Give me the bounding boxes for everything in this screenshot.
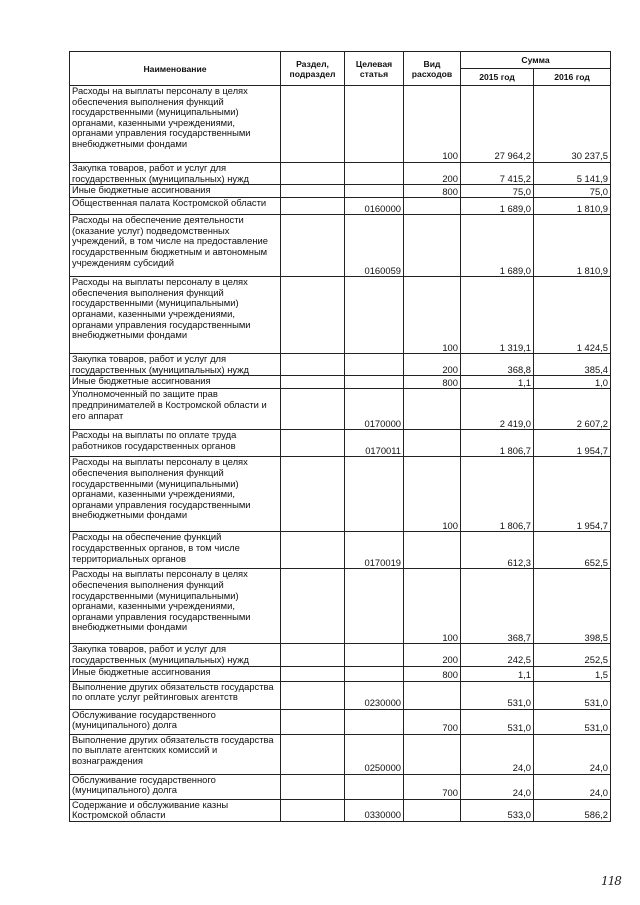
row-2015-cell: 1,1 bbox=[461, 376, 534, 389]
row-2015-cell: 1 319,1 bbox=[461, 277, 534, 354]
row-section-cell bbox=[281, 666, 345, 681]
row-section-cell bbox=[281, 198, 345, 215]
row-kind-cell bbox=[404, 215, 461, 277]
row-2015-cell: 1,1 bbox=[461, 666, 534, 681]
row-2016-cell: 75,0 bbox=[534, 185, 611, 198]
table-row bbox=[70, 569, 611, 644]
header-name: Наименование bbox=[70, 52, 281, 86]
row-2015-cell: 1 806,7 bbox=[461, 457, 534, 532]
row-2016-cell: 586,2 bbox=[534, 799, 611, 821]
row-name-cell: Выполнение других обязательств государства по оплате услуг рейтинговых агентств bbox=[70, 681, 281, 709]
row-2016-cell: 1 954,7 bbox=[534, 457, 611, 532]
row-kind-cell: 800 bbox=[404, 376, 461, 389]
row-target-cell: 0230000 bbox=[345, 681, 404, 709]
row-target-cell bbox=[345, 644, 404, 666]
row-target-cell bbox=[345, 666, 404, 681]
row-section-cell bbox=[281, 734, 345, 774]
row-2015-cell: 531,0 bbox=[461, 709, 534, 734]
row-2016-cell: 531,0 bbox=[534, 709, 611, 734]
table-row bbox=[70, 799, 611, 821]
row-2016-cell: 252,5 bbox=[534, 644, 611, 666]
row-kind-cell bbox=[404, 799, 461, 821]
row-kind-cell bbox=[404, 532, 461, 569]
row-2016-cell: 385,4 bbox=[534, 354, 611, 376]
row-section-cell bbox=[281, 774, 345, 799]
row-2015-cell: 1 689,0 bbox=[461, 198, 534, 215]
row-2016-cell: 1 954,7 bbox=[534, 430, 611, 457]
row-target-cell bbox=[345, 354, 404, 376]
row-2016-cell: 1 810,9 bbox=[534, 215, 611, 277]
row-section-cell bbox=[281, 644, 345, 666]
row-target-cell: 0170019 bbox=[345, 532, 404, 569]
table-row bbox=[70, 277, 611, 354]
row-target-cell bbox=[345, 709, 404, 734]
row-section-cell bbox=[281, 389, 345, 430]
row-2016-cell: 398,5 bbox=[534, 569, 611, 644]
row-name-cell: Расходы на выплаты персоналу в целях обеспечения выполнения функций государственными (муниципальными) органами, казенными учреждениями, органами управления государственными внебюджетными фондами bbox=[70, 86, 281, 163]
row-2015-cell: 368,7 bbox=[461, 569, 534, 644]
table-row bbox=[70, 185, 611, 198]
row-target-cell: 0250000 bbox=[345, 734, 404, 774]
row-kind-cell: 100 bbox=[404, 86, 461, 163]
row-2016-cell: 24,0 bbox=[534, 734, 611, 774]
row-name-cell: Иные бюджетные ассигнования bbox=[70, 376, 281, 389]
table-row bbox=[70, 666, 611, 681]
row-target-cell bbox=[345, 376, 404, 389]
row-2016-cell: 1 810,9 bbox=[534, 198, 611, 215]
row-section-cell bbox=[281, 376, 345, 389]
row-2016-cell: 5 141,9 bbox=[534, 163, 611, 185]
row-target-cell bbox=[345, 277, 404, 354]
row-target-cell bbox=[345, 774, 404, 799]
row-section-cell bbox=[281, 569, 345, 644]
page-number-mark: 118 bbox=[601, 874, 621, 888]
row-kind-cell: 100 bbox=[404, 457, 461, 532]
row-name-cell: Закупка товаров, работ и услуг для государственных (муниципальных) нужд bbox=[70, 644, 281, 666]
row-section-cell bbox=[281, 457, 345, 532]
row-kind-cell: 700 bbox=[404, 709, 461, 734]
row-name-cell: Обслуживание государственного (муниципального) долга bbox=[70, 709, 281, 734]
row-kind-cell: 700 bbox=[404, 774, 461, 799]
row-2016-cell: 2 607,2 bbox=[534, 389, 611, 430]
row-section-cell bbox=[281, 532, 345, 569]
row-name-cell: Расходы на выплаты персоналу в целях обеспечения выполнения функций государственными (муниципальными) органами, казенными учреждениями, органами управления государственными внебюджетными фондами bbox=[70, 569, 281, 644]
row-section-cell bbox=[281, 681, 345, 709]
row-name-cell: Закупка товаров, работ и услуг для государственных (муниципальных) нужд bbox=[70, 163, 281, 185]
row-2016-cell: 652,5 bbox=[534, 532, 611, 569]
table-row bbox=[70, 198, 611, 215]
row-section-cell bbox=[281, 799, 345, 821]
row-section-cell bbox=[281, 215, 345, 277]
table-row bbox=[70, 734, 611, 774]
row-kind-cell bbox=[404, 734, 461, 774]
row-kind-cell: 800 bbox=[404, 185, 461, 198]
table-row bbox=[70, 532, 611, 569]
table-row bbox=[70, 215, 611, 277]
row-2016-cell: 531,0 bbox=[534, 681, 611, 709]
row-name-cell: Выполнение других обязательств государства по выплате агентских комиссий и вознаграждения bbox=[70, 734, 281, 774]
row-name-cell: Расходы на выплаты персоналу в целях обеспечения выполнения функций государственными (муниципальными) органами, казенными учреждениями, органами управления государственными внебюджетными фондами bbox=[70, 457, 281, 532]
row-kind-cell: 800 bbox=[404, 666, 461, 681]
header-sum: Сумма bbox=[461, 52, 611, 69]
row-2016-cell: 30 237,5 bbox=[534, 86, 611, 163]
row-kind-cell: 100 bbox=[404, 277, 461, 354]
row-target-cell: 0160059 bbox=[345, 215, 404, 277]
row-kind-cell bbox=[404, 681, 461, 709]
row-kind-cell: 200 bbox=[404, 354, 461, 376]
row-kind-cell: 200 bbox=[404, 644, 461, 666]
table-row bbox=[70, 709, 611, 734]
table-row bbox=[70, 376, 611, 389]
row-2016-cell: 1 424,5 bbox=[534, 277, 611, 354]
row-name-cell: Общественная палата Костромской области bbox=[70, 198, 281, 215]
row-target-cell bbox=[345, 163, 404, 185]
row-name-cell: Расходы на обеспечение функций государственных органов, в том числе территориальных органов bbox=[70, 532, 281, 569]
row-2015-cell: 27 964,2 bbox=[461, 86, 534, 163]
row-target-cell: 0170011 bbox=[345, 430, 404, 457]
row-target-cell bbox=[345, 457, 404, 532]
row-section-cell bbox=[281, 277, 345, 354]
header-kind: Вид расходов bbox=[404, 52, 461, 86]
row-2016-cell: 24,0 bbox=[534, 774, 611, 799]
row-section-cell bbox=[281, 163, 345, 185]
row-kind-cell bbox=[404, 389, 461, 430]
row-target-cell bbox=[345, 86, 404, 163]
row-2015-cell: 242,5 bbox=[461, 644, 534, 666]
row-name-cell: Расходы на выплаты по оплате труда работников государственных органов bbox=[70, 430, 281, 457]
row-target-cell: 0330000 bbox=[345, 799, 404, 821]
row-target-cell: 0160000 bbox=[345, 198, 404, 215]
table-body bbox=[70, 86, 611, 822]
row-kind-cell bbox=[404, 198, 461, 215]
table-row bbox=[70, 430, 611, 457]
table-row bbox=[70, 457, 611, 532]
row-section-cell bbox=[281, 709, 345, 734]
row-section-cell bbox=[281, 430, 345, 457]
row-2015-cell: 24,0 bbox=[461, 774, 534, 799]
row-2016-cell: 1,0 bbox=[534, 376, 611, 389]
table-row bbox=[70, 681, 611, 709]
row-2015-cell: 1 689,0 bbox=[461, 215, 534, 277]
row-name-cell: Расходы на обеспечение деятельности (оказание услуг) подведомственных учреждений, в том числе на предоставление государственным бюджетным и автономным учреждениям субсидий bbox=[70, 215, 281, 277]
row-name-cell: Уполномоченный по защите прав предпринимателей в Костромской области и его аппарат bbox=[70, 389, 281, 430]
row-2015-cell: 7 415,2 bbox=[461, 163, 534, 185]
row-2015-cell: 531,0 bbox=[461, 681, 534, 709]
row-section-cell bbox=[281, 185, 345, 198]
row-2015-cell: 1 806,7 bbox=[461, 430, 534, 457]
table-row bbox=[70, 354, 611, 376]
row-2015-cell: 533,0 bbox=[461, 799, 534, 821]
row-name-cell: Обслуживание государственного (муниципального) долга bbox=[70, 774, 281, 799]
header-2015: 2015 год bbox=[461, 69, 534, 86]
row-kind-cell bbox=[404, 430, 461, 457]
row-section-cell bbox=[281, 354, 345, 376]
table-row bbox=[70, 86, 611, 163]
table-row bbox=[70, 163, 611, 185]
row-2015-cell: 368,8 bbox=[461, 354, 534, 376]
table-row bbox=[70, 389, 611, 430]
row-target-cell bbox=[345, 185, 404, 198]
row-target-cell bbox=[345, 569, 404, 644]
row-2016-cell: 1,5 bbox=[534, 666, 611, 681]
row-target-cell: 0170000 bbox=[345, 389, 404, 430]
row-kind-cell: 200 bbox=[404, 163, 461, 185]
row-name-cell: Содержание и обслуживание казны Костромской области bbox=[70, 799, 281, 821]
row-name-cell: Иные бюджетные ассигнования bbox=[70, 185, 281, 198]
row-2015-cell: 24,0 bbox=[461, 734, 534, 774]
row-section-cell bbox=[281, 86, 345, 163]
budget-table bbox=[69, 51, 611, 822]
row-2015-cell: 2 419,0 bbox=[461, 389, 534, 430]
row-2015-cell: 612,3 bbox=[461, 532, 534, 569]
header-section: Раздел, подраздел bbox=[281, 52, 345, 86]
table-row bbox=[70, 774, 611, 799]
header-target: Целевая статья bbox=[345, 52, 404, 86]
table-row bbox=[70, 644, 611, 666]
row-name-cell: Расходы на выплаты персоналу в целях обеспечения выполнения функций государственными (муниципальными) органами, казенными учреждениями, органами управления государственными внебюджетными фондами bbox=[70, 277, 281, 354]
row-2015-cell: 75,0 bbox=[461, 185, 534, 198]
row-kind-cell: 100 bbox=[404, 569, 461, 644]
row-name-cell: Иные бюджетные ассигнования bbox=[70, 666, 281, 681]
header-2016: 2016 год bbox=[534, 69, 611, 86]
row-name-cell: Закупка товаров, работ и услуг для государственных (муниципальных) нужд bbox=[70, 354, 281, 376]
